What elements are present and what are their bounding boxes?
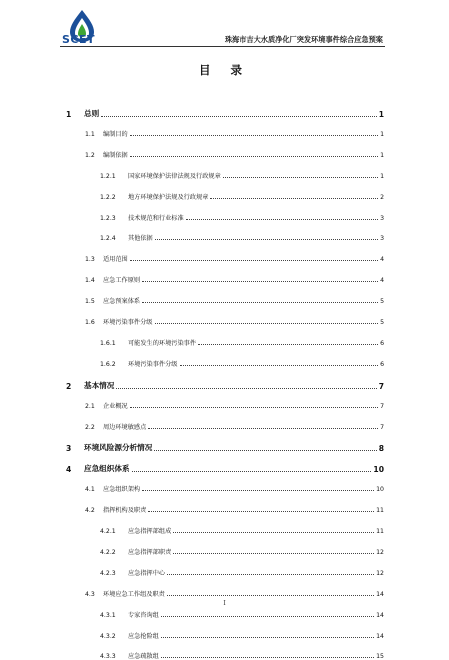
toc-entry[interactable] [66, 108, 384, 119]
toc-entry-page: 1 [380, 130, 384, 138]
toc-entry-number: 4.3 [85, 590, 95, 598]
toc-leader-dots [142, 490, 374, 491]
toc-entry-number: 4.2.2 [100, 548, 116, 556]
toc-entry-page: 1 [378, 110, 384, 119]
toc-entry[interactable] [100, 547, 384, 556]
header-rule [60, 46, 385, 47]
toc-entry[interactable] [100, 171, 384, 180]
toc-entry-page: 2 [380, 193, 384, 201]
toc-leader-dots [167, 595, 374, 596]
toc-entry-page: 4 [380, 256, 384, 264]
toc-entry-number: 1.5 [85, 298, 95, 306]
toc-entry-label: 应急预案体系 [103, 298, 141, 306]
toc-entry[interactable] [85, 422, 384, 431]
toc-entry[interactable] [100, 526, 384, 535]
toc-entry[interactable] [85, 505, 384, 514]
toc-entry-number: 4.2.1 [100, 528, 116, 535]
toc-leader-dots [173, 553, 374, 554]
toc-entry-page: 11 [376, 528, 384, 535]
toc-entry-label: 总则 [84, 109, 100, 118]
toc-leader-dots [130, 260, 378, 261]
toc-entry[interactable] [100, 213, 384, 222]
toc-entry[interactable] [100, 359, 384, 368]
toc-leader-dots [148, 511, 374, 512]
toc-entry-label: 周边环境敏感点 [103, 423, 147, 431]
toc-leader-dots [154, 450, 376, 451]
toc-leader-dots [223, 177, 378, 178]
toc-entry-label: 环境风险源分析情况 [84, 443, 153, 453]
toc-leader-dots [142, 281, 378, 282]
toc-entry[interactable] [100, 651, 384, 660]
toc-entry-label: 地方环境保护法规及行政规章 [128, 193, 209, 201]
toc-leader-dots [116, 388, 376, 389]
toc-entry-page: 3 [380, 214, 384, 222]
toc-entry[interactable] [100, 568, 384, 577]
toc-entry-label: 环境应急工作组及职责 [103, 590, 165, 598]
toc-leader-dots [101, 116, 377, 117]
toc-entry-page: 14 [376, 590, 384, 598]
toc-leader-dots [142, 302, 378, 303]
toc-entry-label: 应急工作原则 [103, 277, 141, 285]
toc-entry[interactable] [66, 442, 384, 453]
toc-entry-label: 编制依据 [103, 151, 128, 159]
toc-entry-page: 14 [376, 611, 384, 619]
toc-leader-dots [161, 637, 374, 638]
toc-entry-page: 4 [380, 277, 384, 285]
toc-entry[interactable] [85, 254, 384, 263]
toc-leader-dots [130, 135, 378, 136]
toc-entry-number: 1.6.1 [100, 339, 116, 347]
toc-entry-page: 15 [376, 653, 384, 660]
toc-entry-page: 14 [376, 632, 384, 640]
toc-entry-page: 11 [376, 507, 384, 515]
toc-entry-number: 1.3 [85, 256, 95, 264]
toc-leader-dots [161, 616, 374, 617]
toc-entry-number: 1.2.2 [100, 193, 116, 201]
toc-entry[interactable] [85, 275, 384, 284]
toc-leader-dots [155, 323, 379, 324]
toc-entry[interactable] [85, 150, 384, 159]
toc-entry-page: 3 [380, 235, 384, 243]
toc-entry-label: 国家环境保护法律法规及行政规章 [128, 172, 221, 180]
logo-text: SCET [62, 33, 96, 46]
toc-entry-label: 技术规范和行业标准 [128, 214, 184, 222]
toc-entry-page: 12 [376, 548, 384, 556]
toc-leader-dots [148, 428, 378, 429]
toc-entry-number: 4.1 [85, 486, 95, 494]
toc-entry-number: 4.2.3 [100, 569, 116, 577]
toc-entry[interactable] [100, 233, 384, 242]
toc-entry-label: 应急组织体系 [84, 464, 130, 474]
toc-entry-label: 专家咨询组 [128, 611, 159, 619]
toc-entry[interactable] [85, 296, 384, 305]
page-header [0, 0, 449, 50]
toc-entry[interactable] [66, 463, 384, 474]
toc-entry-number: 1.2.3 [100, 214, 116, 222]
toc-entry-number: 1 [66, 110, 72, 119]
header-title: 珠海市吉大水质净化厂突发环境事件综合应急预案 [224, 35, 383, 44]
toc-entry-label: 应急抢险组 [128, 632, 159, 640]
toc-entry-page: 8 [378, 444, 384, 454]
toc-entry-page: 5 [380, 319, 384, 326]
toc-entry-label: 适用范围 [103, 256, 128, 264]
toc-leader-dots [210, 198, 378, 199]
toc-entry-page: 7 [378, 381, 384, 391]
toc-leader-dots [180, 365, 379, 366]
toc-leader-dots [186, 219, 378, 220]
toc-leader-dots [130, 407, 378, 408]
toc-entry[interactable] [85, 317, 384, 326]
toc-entry-number: 1.1 [85, 130, 95, 138]
toc-entry-number: 4.3.3 [100, 653, 116, 660]
toc-entry-label: 应急指挥中心 [128, 569, 166, 577]
toc-entry-number: 1.2 [85, 151, 95, 159]
toc-leader-dots [161, 657, 374, 658]
toc-entry-number: 3 [66, 444, 72, 454]
toc-entry-number: 1.6.2 [100, 360, 116, 368]
toc-entry-label: 企业概况 [103, 402, 128, 410]
toc-entry[interactable] [85, 589, 384, 598]
toc-entry-label: 指挥机构及职责 [103, 507, 147, 515]
toc-entry-page: 6 [380, 360, 384, 368]
toc-entry[interactable] [100, 192, 384, 201]
toc-entry-label: 环境污染事件分级 [128, 360, 178, 368]
toc-entry[interactable] [66, 380, 384, 391]
toc-entry-page: 7 [380, 402, 384, 410]
toc-entry-label: 应急指挥部组成 [128, 528, 172, 535]
toc-leader-dots [155, 239, 378, 240]
toc-leader-dots [173, 532, 374, 533]
toc-entry-number: 1.2.1 [100, 172, 116, 180]
toc-entry-page: 7 [380, 423, 384, 431]
toc-entry-number: 2.1 [85, 402, 95, 410]
toc-leader-dots [132, 471, 372, 472]
toc-entry[interactable] [85, 484, 384, 493]
toc-entry-page: 12 [376, 569, 384, 577]
toc-entry-number: 2 [66, 381, 72, 391]
toc-entry-label: 其他依据 [128, 235, 153, 243]
toc-entry-label: 可能发生的环境污染事件 [128, 339, 197, 347]
toc-entry[interactable] [85, 401, 384, 410]
toc-entry[interactable] [85, 129, 384, 138]
toc-entry-page: 10 [376, 486, 384, 494]
toc-entry-number: 1.2.4 [100, 235, 116, 243]
toc-entry[interactable] [100, 338, 384, 347]
toc-entry-label: 应急指挥部职责 [128, 548, 172, 556]
toc-entry-number: 4.3.2 [100, 632, 116, 640]
toc-entry-number: 4.3.1 [100, 611, 116, 619]
toc-entry-page: 1 [380, 151, 384, 159]
toc-entry-number: 1.6 [85, 319, 95, 326]
toc-entry-label: 编制目的 [103, 130, 128, 138]
toc-entry-number: 4 [66, 465, 72, 475]
toc-entry-number: 1.4 [85, 277, 95, 285]
toc-entry-page: 10 [373, 465, 384, 475]
toc-entry-page: 6 [380, 339, 384, 347]
toc-entry-page: 1 [380, 172, 384, 180]
toc-leader-dots [198, 344, 378, 345]
toc-entry[interactable] [100, 610, 384, 619]
toc-leader-dots [130, 156, 378, 157]
page-number: I [223, 600, 226, 607]
toc-entry-page: 5 [380, 298, 384, 306]
toc-entry-number: 4.2 [85, 507, 95, 515]
toc-leader-dots [167, 574, 374, 575]
toc-entry[interactable] [100, 631, 384, 640]
toc-entry-label: 基本情况 [84, 380, 115, 390]
toc-entry-label: 环境污染事件分级 [103, 319, 153, 326]
toc-entry-label: 应急组织架构 [103, 486, 141, 494]
toc-title: 目 录 [198, 63, 250, 77]
toc-entry-number: 2.2 [85, 423, 95, 431]
toc-entry-label: 应急疏散组 [128, 653, 159, 660]
